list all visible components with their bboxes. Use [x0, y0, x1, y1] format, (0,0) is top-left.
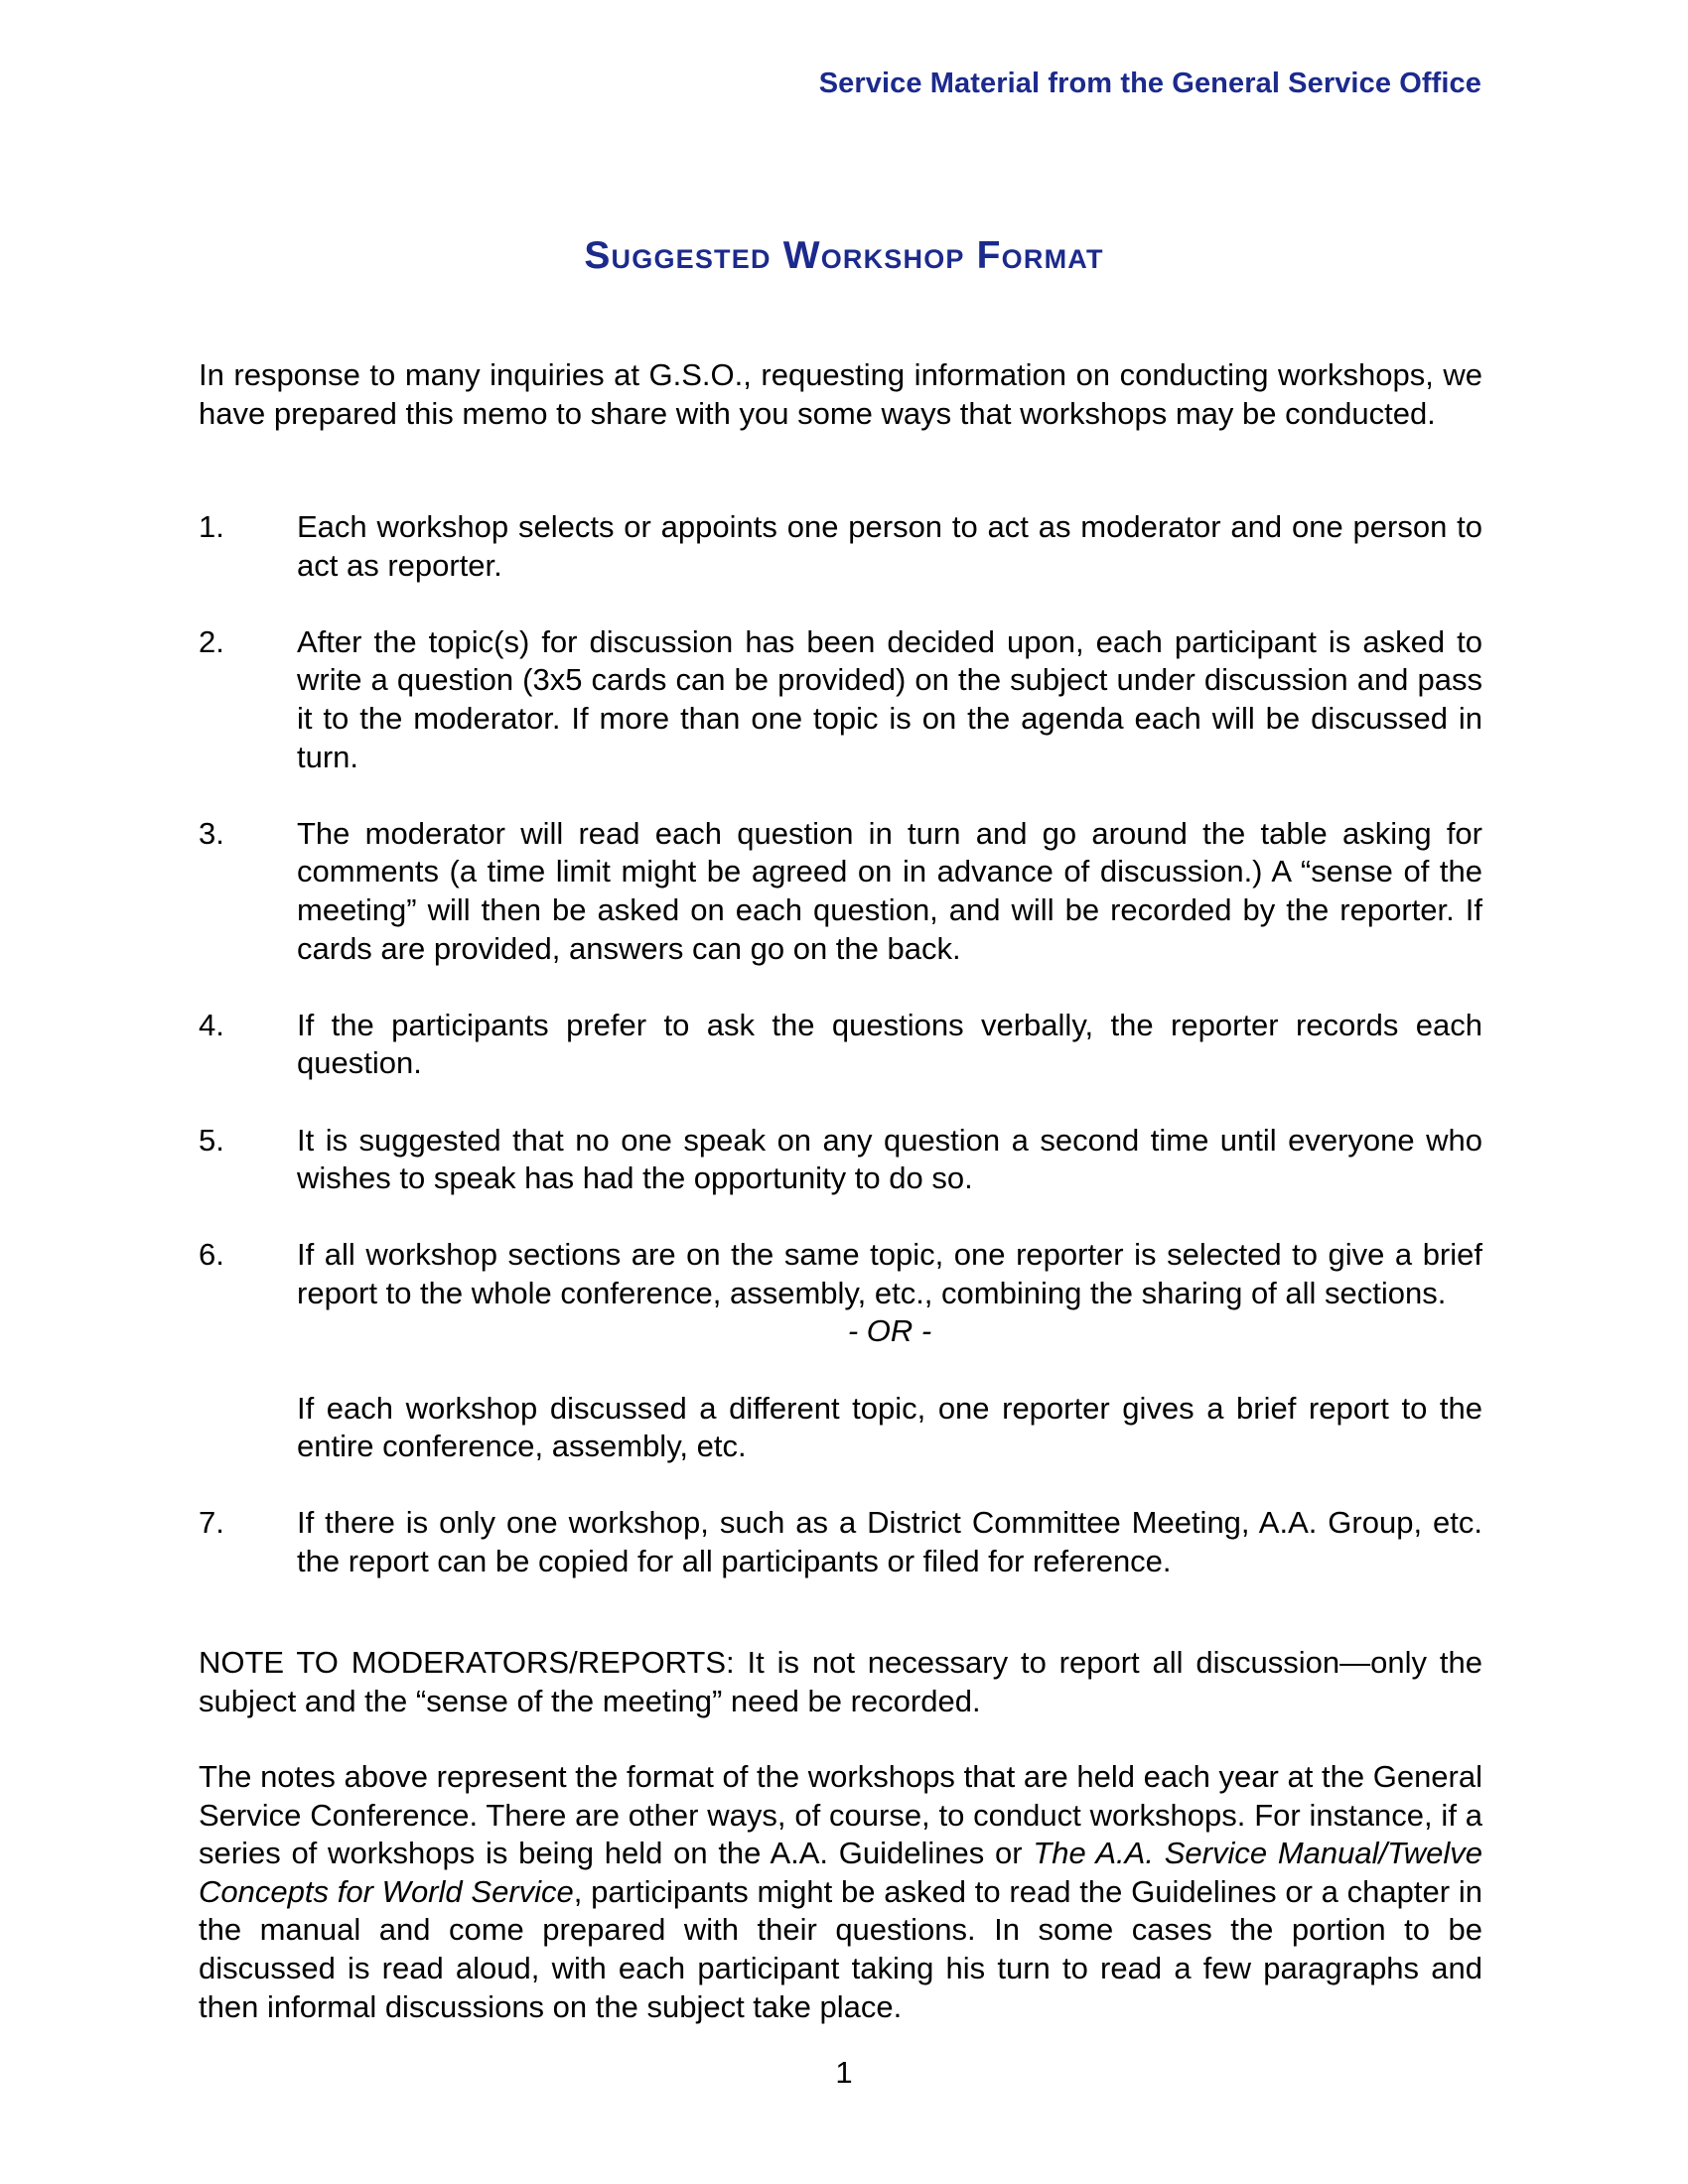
item-text: It is suggested that no one speak on any question a second time until everyone who wishes to speak has had the opportunity to do so.: [297, 1122, 1482, 1196]
item-number: 1.: [199, 509, 224, 544]
item-number: 5.: [199, 1122, 224, 1158]
page-number: 1: [835, 2055, 853, 2090]
or-separator: - OR -: [847, 1313, 932, 1349]
item-number: 4.: [199, 1007, 224, 1042]
list-item: [199, 1504, 1482, 1580]
item-number: 3.: [199, 815, 224, 851]
item-alt-text: If each workshop discussed a different topic, one reporter gives a brief report to the entire conference, assembly, etc.: [297, 1390, 1482, 1464]
list-item: [199, 1007, 1482, 1083]
item-text: The moderator will read each question in turn and go around the table asking for comments (a time limit might be agreed on in advance of discussion.) A “sense of the meeting” will then be asked on each question, and will be recorded by the reporter. If cards are provided, answers can go on the back.: [297, 815, 1482, 966]
closing-text-part1: The notes above represent the format of the workshops that are held each year at the General Service Conference. There are other ways, of course, to conduct workshops. For instance, if a series of workshops is being held on the A.A. Guidelines or: [199, 1759, 1482, 1871]
item-text: Each workshop selects or appoints one person to act as moderator and one person to act as reporter.: [297, 509, 1482, 583]
closing-paragraph: [199, 1758, 1482, 2026]
list-item: [199, 623, 1482, 776]
item-number: 2.: [199, 623, 224, 659]
item-text: If there is only one workshop, such as a District Committee Meeting, A.A. Group, etc. the report can be copied for all participants or filed for reference.: [297, 1505, 1482, 1579]
item-text: If the participants prefer to ask the questions verbally, the reporter records each question.: [297, 1007, 1482, 1081]
list-item: [199, 508, 1482, 585]
document-title: Suggested Workshop Format: [584, 234, 1104, 277]
item-text: After the topic(s) for discussion has been decided upon, each participant is asked to write a question (3x5 cards can be provided) on the subject under discussion and pass it to the moderator. If more than one topic is on the agenda each will be discussed in turn.: [297, 623, 1482, 774]
note-paragraph: NOTE TO MODERATORS/REPORTS: It is not necessary to report all discussion—only the subject and the “sense of the meeting” need be recorded.: [199, 1645, 1482, 1718]
list-item: [199, 1122, 1482, 1198]
manual-title: The A.A. Service Manual/Twelve Concepts for World Service: [199, 1836, 1482, 1909]
workshop-steps-list: [199, 508, 1482, 1619]
list-item: [199, 1236, 1482, 1466]
item-number: 6.: [199, 1237, 224, 1273]
intro-paragraph: In response to many inquiries at G.S.O., requesting information on conducting workshops, we have prepared this memo to share with you some ways that workshops may be conducted.: [199, 357, 1482, 431]
list-item: [199, 815, 1482, 968]
item-number: 7.: [199, 1505, 224, 1541]
closing-text-part2: , participants might be asked to read the Guidelines or a chapter in the manual and come prepared with their questions. In some cases the portion to be discussed is read aloud, with each participant taking his turn to read a few paragraphs and then informal discussions on the subject take place.: [199, 1873, 1482, 2024]
item-text: If all workshop sections are on the same topic, one reporter is selected to give a brief report to the whole conference, assembly, etc., combining the sharing of all sections.: [297, 1237, 1482, 1310]
header-text: Service Material from the General Service Office: [818, 68, 1481, 99]
